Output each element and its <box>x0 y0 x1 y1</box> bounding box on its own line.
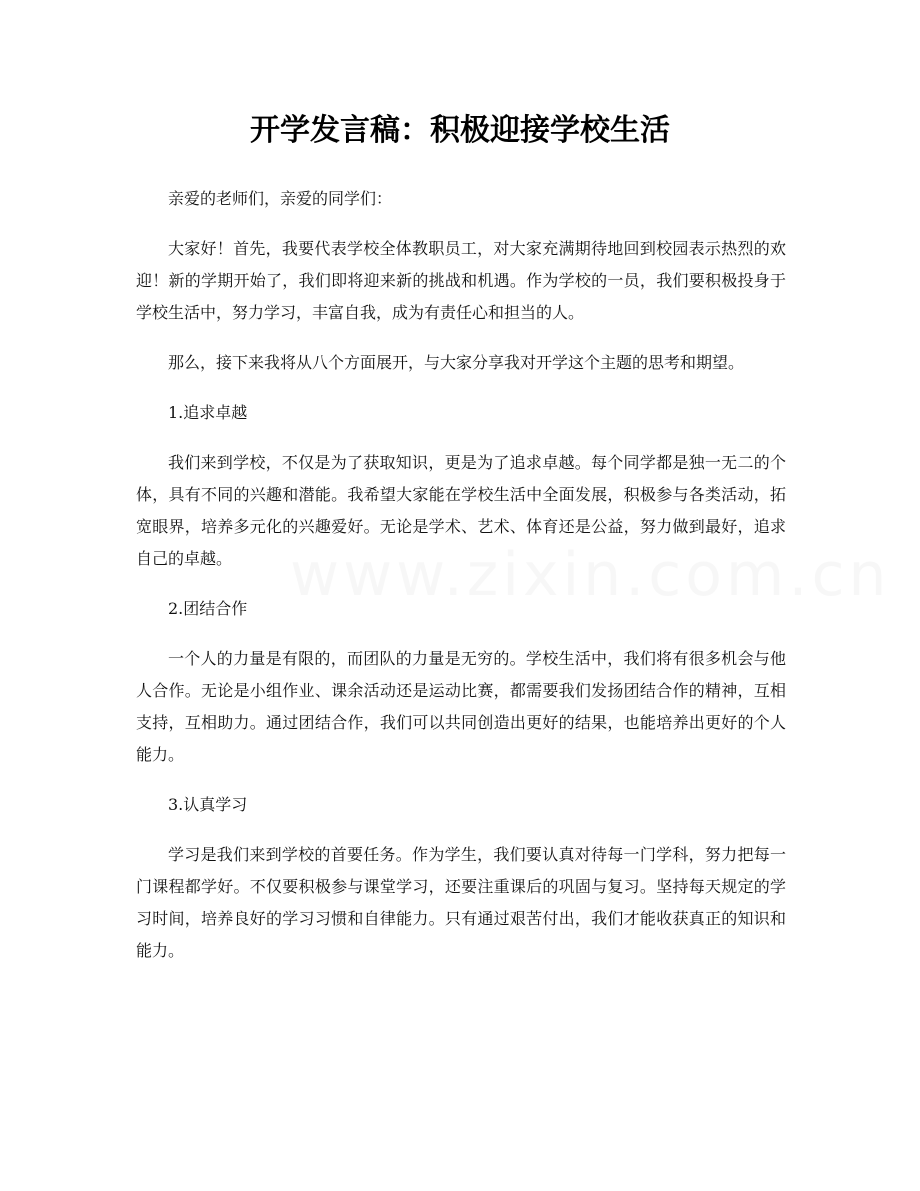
section-heading-study: 3.认真学习 <box>168 795 248 814</box>
watermark: www.zixin.com.cn <box>290 540 891 610</box>
page-title: 开学发言稿：积极迎接学校生活 <box>250 113 670 148</box>
section-heading-teamwork: 2.团结合作 <box>168 599 248 618</box>
intro-paragraph: 大家好！首先，我要代表学校全体教职员工，对大家充满期待地回到校园表示热烈的欢迎！新的学期开始了，我们即将迎来新的挑战和机遇。作为学校的一员，我们要积极投身于学校生活中，努力学习，丰富自我，成为有责任心和担当的人。 <box>136 239 786 322</box>
section-body-study: 学习是我们来到学校的首要任务。作为学生，我们要认真对待每一门学科，努力把每一门课程都学好。不仅要积极参与课堂学习，还要注重课后的巩固与复习。坚持每天规定的学习时间，培养良好的学习习惯和自律能力。只有通过艰苦付出，我们才能收获真正的知识和能力。 <box>136 845 786 960</box>
document-body <box>136 183 786 985</box>
greeting-paragraph: 亲爱的老师们，亲爱的同学们： <box>168 189 393 208</box>
section-body-excellence: 我们来到学校，不仅是为了获取知识，更是为了追求卓越。每个同学都是独一无二的个体，具有不同的兴趣和潜能。我希望大家能在学校生活中全面发展，积极参与各类活动，拓宽眼界，培养多元化的兴趣爱好。无论是学术、艺术、体育还是公益，努力做到最好，追求自己的卓越。 <box>136 453 786 568</box>
section-heading-excellence: 1.追求卓越 <box>168 403 248 422</box>
transition-paragraph: 那么，接下来我将从八个方面展开，与大家分享我对开学这个主题的思考和期望。 <box>168 353 745 372</box>
section-body-teamwork: 一个人的力量是有限的，而团队的力量是无穷的。学校生活中，我们将有很多机会与他人合作。无论是小组作业、课余活动还是运动比赛，都需要我们发扬团结合作的精神，互相支持，互相助力。通过团结合作，我们可以共同创造出更好的结果，也能培养出更好的个人能力。 <box>136 649 786 764</box>
